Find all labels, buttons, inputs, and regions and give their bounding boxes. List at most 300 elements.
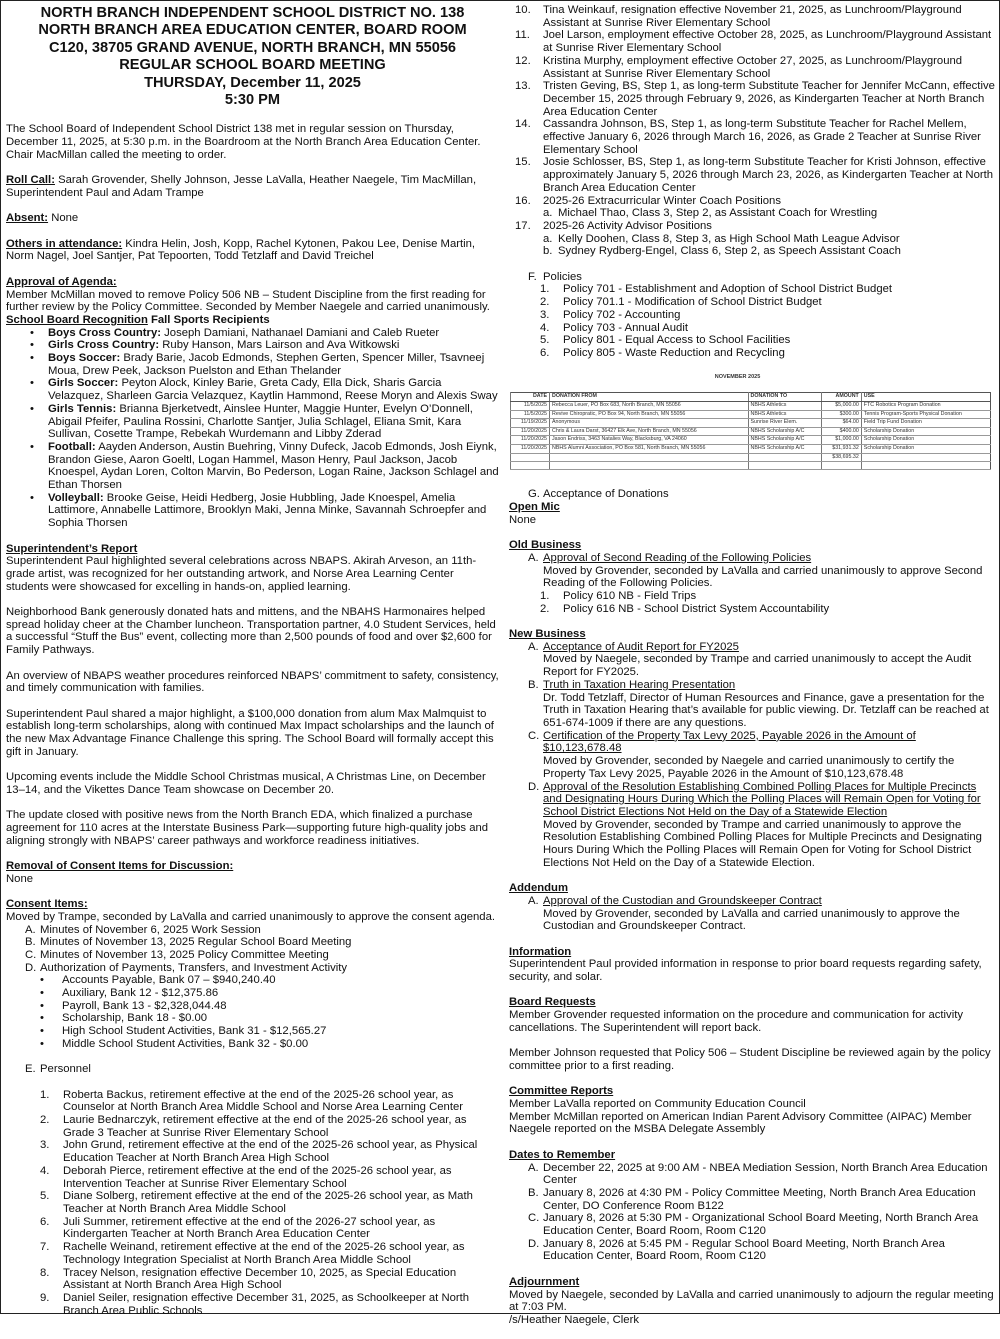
list-marker: 7. — [40, 1241, 50, 1254]
list-marker: D. — [528, 780, 540, 793]
section — [6, 606, 499, 657]
list-marker: 6. — [40, 1215, 50, 1228]
item-text: Roberta Backus, retirement effective at the end of the 2025-26 school year, as Counselor at North Branch Area Middle School and Norse Area Learning Center — [63, 1088, 464, 1114]
item-text: Diane Solberg, retirement effective at the end of the 2025-26 school year, as Math Teacher at North Branch Area Middle School — [63, 1190, 473, 1215]
list-item — [40, 1114, 499, 1139]
table-cell: Field Trip Fund Donation — [861, 419, 990, 428]
list-marker: • — [30, 326, 34, 339]
list-item — [540, 347, 996, 360]
table-cell: 11/20/2025 — [511, 444, 550, 453]
list-item — [40, 1241, 499, 1266]
list-item-content — [543, 895, 996, 933]
list-item-content — [40, 924, 499, 937]
table-cell: NBHS Scholarship A/C — [748, 444, 822, 453]
paragraph-text: Member McMillan reported on American Indian Parent Advisory Committee (AIPAC) Member Naegele reported on the MSBA Delegate Assembly — [509, 1110, 972, 1136]
list-item — [515, 156, 996, 194]
list-marker: C. — [528, 1212, 540, 1225]
table-cell: Scholarship Donation — [861, 427, 990, 436]
section-heading: Approval of Agenda: — [6, 275, 117, 288]
list-item — [515, 55, 996, 80]
list-item-content — [48, 403, 499, 441]
list-item-content — [48, 492, 499, 530]
item-text: Policy 616 NB - School District System Accountability — [563, 602, 830, 615]
list-item-content — [62, 1025, 499, 1038]
list-item — [25, 924, 499, 937]
list-item-content — [540, 270, 996, 360]
paragraph-text: /s/Heather Naegele, Clerk — [509, 1313, 639, 1326]
list-item-content — [558, 207, 996, 220]
table-cell: FTC Robotics Program Donation — [861, 401, 990, 410]
section — [509, 946, 996, 984]
list — [528, 895, 996, 933]
item-text: Policy 702 - Accounting — [563, 308, 681, 321]
list-item — [540, 590, 996, 603]
list-item-content — [40, 962, 499, 1051]
list-item-content — [63, 1089, 499, 1114]
item-text: Acceptance of Donations — [543, 488, 669, 501]
item-text: Minutes of November 13, 2025 Regular School Board Meeting — [40, 936, 352, 949]
table-cell: 11/5/2025 — [511, 401, 550, 410]
list-marker: • — [30, 352, 34, 365]
paragraph — [509, 514, 996, 527]
list-marker: 16. — [515, 194, 531, 207]
list-item-content — [63, 1114, 499, 1139]
item-body: Moved by Naegele, seconded by Trampe and carried unanimously to accept the Audit Report for FY2025. — [543, 653, 972, 679]
header-line: THURSDAY, December 11, 2025 — [144, 74, 361, 91]
header-line: C120, 38705 GRAND AVENUE, NORTH BRANCH, MN 55056 — [48, 39, 457, 56]
item-text: Deborah Pierce, retirement effective at the end of the 2025-26 school year, as Intervention Teacher at Sunrise River Elementary School — [63, 1164, 452, 1190]
list-item — [40, 1216, 499, 1241]
list-item — [25, 936, 499, 949]
table-cell: Sunrise River Elem. — [748, 419, 822, 428]
list-item — [528, 730, 996, 781]
table-cell: $31,931.32 — [822, 444, 862, 453]
item-text: Peyton Alock, Kinley Barie, Greta Cady, Ella Dick, Sharis Garcia Velazquez, Sharleen Garcia Velazquez, Kaytlin Hammond, Reese Moryn and Alexis Sway — [48, 377, 498, 403]
list-item — [30, 441, 499, 492]
section — [6, 123, 499, 161]
list-item — [30, 327, 499, 340]
section-heading: Committee Reports — [509, 1085, 614, 1098]
section — [6, 238, 499, 263]
list-marker: 10. — [515, 4, 531, 16]
section — [509, 1085, 996, 1136]
section-heading: Addendum — [509, 882, 568, 895]
item-text: Kristina Murphy, employment effective October 27, 2025, as Lunchroom/Playground Assistant at Sunrise River Elementary School — [543, 54, 963, 80]
list-marker: D. — [528, 1237, 540, 1250]
item-text: Personnel — [40, 1063, 91, 1076]
list-item-content — [558, 233, 996, 246]
list-item — [515, 80, 996, 118]
section — [509, 882, 996, 933]
paragraph-text: Superintendent Paul provided information in response to prior board requests regarding safety, security, and solar. — [509, 958, 982, 984]
list-item-content — [63, 1216, 499, 1241]
item-title: Approval of the Custodian and Groundskeeper Contract — [543, 894, 822, 907]
table-cell — [511, 453, 550, 462]
paragraph — [6, 606, 499, 657]
list-item-content — [543, 29, 996, 54]
item-text: January 8, 2026 at 5:45 PM - Regular School Board Meeting, North Branch Area Education Center, Board Room, Room C120 — [543, 1237, 945, 1263]
paragraph-label: Others in attendance: — [6, 237, 123, 250]
item-body: Moved by Grovender, seconded by LaValla and carried unanimously to approve the Custodian and Groundskeeper Contract. — [543, 907, 960, 933]
section — [6, 860, 499, 885]
table-cell: NBHS Athletics — [748, 410, 822, 419]
list-item — [528, 271, 996, 360]
item-text: January 8, 2026 at 4:30 PM - Policy Committee Meeting, North Branch Area Education Center, DO Conference Room B122 — [543, 1186, 976, 1212]
list-item — [40, 1089, 499, 1114]
list-item — [528, 895, 996, 933]
item-text: Ruby Hanson, Mars Lairson and Ava Witkowski — [159, 339, 400, 352]
list-marker: • — [40, 1012, 44, 1025]
list-item-content — [40, 936, 499, 949]
list-item-content — [543, 781, 996, 870]
section-heading: Adjournment — [509, 1275, 580, 1288]
right-column — [509, 4, 996, 1339]
table-cell: $64.00 — [822, 419, 862, 428]
item-text: Minutes of November 6, 2025 Work Session — [40, 923, 261, 936]
list-item — [515, 4, 996, 29]
list-item-content — [543, 730, 996, 781]
item-text: Cassandra Johnson, BS, Step 1, as long-term Substitute Teacher for Rachel Mellem, effective January 6, 2026 through March 16, 2026, as Grade 2 Teacher at Sunrise River Elementary School — [543, 118, 981, 156]
column-header: DONATION FROM — [550, 393, 749, 402]
list-marker: A. — [528, 551, 539, 564]
list-item-content — [48, 377, 499, 402]
table-cell — [511, 462, 550, 470]
section-heading: Consent Items: — [6, 898, 88, 911]
list — [25, 924, 499, 1318]
list-marker: 6. — [540, 346, 550, 359]
table-row — [511, 436, 991, 445]
list-item-content — [543, 118, 996, 156]
item-text: December 22, 2025 at 9:00 AM - NBEA Mediation Session, North Branch Area Education Center — [543, 1161, 988, 1187]
item-text: High School Student Activities, Bank 31 - $12,565.27 — [62, 1025, 327, 1038]
list-marker: 11. — [515, 29, 530, 42]
table-cell — [748, 453, 822, 462]
list-marker: 1. — [540, 589, 550, 602]
list-item — [30, 352, 499, 377]
item-text: Daniel Seiler, resignation effective December 31, 2025, as Schoolkeeper at North Branch Area Public Schools — [63, 1291, 470, 1317]
table-cell: Rebecca Leuer, PO Box 683, North Branch, MN 55056 — [550, 401, 749, 410]
section — [6, 708, 499, 759]
table-cell: 11/20/2025 — [511, 427, 550, 436]
list-item-content — [563, 603, 996, 616]
item-title: Certification of the Property Tax Levy 2025, Payable 2026 in the Amount of $10,123,678.48 — [543, 729, 916, 755]
table-cell — [550, 453, 749, 462]
list-item — [540, 309, 996, 322]
table-row — [511, 444, 991, 453]
list-item — [543, 207, 996, 220]
list-item — [540, 603, 996, 616]
paragraph — [6, 289, 499, 314]
item-label: Boys Cross Country: — [48, 326, 161, 339]
section — [509, 1149, 996, 1263]
list — [40, 1089, 499, 1318]
total-amount: $38,695.32 — [822, 453, 862, 462]
table-cell: Anonymous — [550, 419, 749, 428]
section-heading: Superintendent’s Report — [6, 542, 138, 555]
section-heading: Open Mic — [509, 501, 560, 514]
list-item-content — [563, 283, 996, 296]
item-text: Sydney Rydberg-Engel, Class 6, Step 2, as Speech Assistant Coach — [558, 245, 901, 258]
list-marker: B. — [528, 678, 539, 691]
section — [6, 174, 499, 199]
section — [509, 271, 996, 360]
list-item-content — [63, 1190, 499, 1215]
list-marker: C. — [528, 729, 540, 742]
list-item — [40, 1267, 499, 1292]
list-marker: 2. — [40, 1114, 50, 1127]
paragraph — [6, 873, 499, 886]
item-body: Moved by Grovender, seconded by LaValla and carried unanimously to approve Second Reading of the Following Policies. — [543, 564, 983, 590]
item-text: Payroll, Bank 13 - $2,328,044.48 — [62, 999, 227, 1012]
paragraph-text: None — [509, 513, 537, 526]
list-item — [543, 245, 996, 258]
item-label: Girls Soccer: — [48, 377, 119, 390]
item-text: 2025-26 Activity Advisor Positions — [543, 219, 712, 232]
list — [528, 1162, 996, 1264]
section — [6, 809, 499, 847]
list-item-content — [563, 322, 996, 335]
list-item — [528, 1212, 996, 1237]
paragraph-sublabel: Fall Sports Recipients — [147, 313, 270, 326]
paragraph — [6, 212, 499, 225]
item-text: Joel Larson, employment effective October 28, 2025, as Lunchroom/Playground Assistant at Sunrise River Elementary School — [543, 29, 992, 55]
list-marker: 13. — [515, 80, 531, 93]
list-marker: 1. — [40, 1088, 50, 1101]
list-item — [40, 1139, 499, 1164]
list-item-content — [543, 1162, 996, 1187]
item-title: Acceptance of Audit Report for FY2025 — [543, 640, 739, 653]
table-cell: 11/19/2025 — [511, 419, 550, 428]
list-marker: • — [40, 974, 44, 987]
list-marker: 9. — [40, 1291, 50, 1304]
list-marker: 4. — [540, 321, 550, 334]
list-item-content — [540, 551, 996, 616]
table-cell: 11/20/2025 — [511, 436, 550, 445]
list-item-content — [543, 55, 996, 80]
list-item — [30, 339, 499, 352]
item-text: 2025-26 Extracurricular Winter Coach Positions — [543, 194, 781, 207]
table-empty-row — [511, 462, 991, 470]
section — [6, 212, 499, 225]
list-marker: A. — [528, 1161, 539, 1174]
list-item — [40, 1000, 499, 1013]
paragraph-text: The School Board of Independent School District 138 met in regular session on Thursday, December 11, 2025, at 5:30 p.m. in the Boardroom at the North Branch Area Education Center. Chair MacMillan called the meeting to order. — [6, 123, 481, 161]
section — [509, 488, 996, 526]
table-cell — [748, 462, 822, 470]
list-marker: B. — [528, 1186, 539, 1199]
meeting-header — [6, 5, 499, 109]
list-marker: 5. — [540, 334, 550, 347]
item-text: Kelly Doohen, Class 8, Step 3, as High School Math League Advisor — [558, 232, 900, 245]
table-row — [511, 410, 991, 419]
list — [528, 552, 996, 616]
list-item-content — [63, 1241, 499, 1266]
paragraph — [509, 1314, 996, 1327]
table-row — [511, 401, 991, 410]
list — [515, 4, 996, 258]
section-heading: Dates to Remember — [509, 1148, 616, 1161]
item-text: Policy 801 - Equal Access to School Facilities — [563, 334, 791, 347]
item-text: Policy 805 - Waste Reduction and Recycling — [563, 346, 785, 359]
table-row — [511, 419, 991, 428]
list-marker: 3. — [540, 308, 550, 321]
paragraph — [509, 1098, 996, 1111]
list-marker: 14. — [515, 118, 531, 131]
list — [528, 641, 996, 870]
donations-table-block — [509, 368, 996, 480]
list-item — [30, 377, 499, 402]
list-item — [30, 492, 499, 530]
list-item-content — [543, 156, 996, 194]
paragraph-label: School Board Recognition — [6, 313, 148, 326]
item-label: Girls Cross Country: — [48, 339, 160, 352]
item-text: Aayden Anderson, Austin Buehring, Vinny Dufeck, Jacob Edmonds, Josh Eiynk, Brandon Giese, Aaron Goeltl, Logan Hammel, Mason Henry, Paul Jackson, Jacob Knoespel, Aydan Loren, Colton Marvin, Bo Pederson, Logan Raine, Jackson Schlagel and Ethan Thorsen — [48, 440, 499, 492]
list-item-content — [543, 220, 996, 258]
list-item — [528, 1238, 996, 1263]
section — [509, 1276, 996, 1327]
item-text: Tina Weinkauf, resignation effective November 21, 2025, as Lunchroom/Playground Assistant at Sunrise River Elementary School — [543, 4, 962, 29]
paragraph-text: None — [48, 212, 79, 225]
donations-title: NOVEMBER 2025 — [714, 374, 761, 381]
list-item-content — [48, 441, 499, 492]
list-item — [25, 962, 499, 1051]
paragraph-text: The update closed with positive news from the North Branch EDA, which finalized a purchase agreement for 110 acres at the Interstate Business Park—supporting future high-quality jobs and aligning strongly with NBAPS’ career pathways and workforce readiness initiatives. — [6, 809, 489, 847]
item-text: Brady Barie, Jacob Edmonds, Stephen Gerten, Spencer Miller, Tsavneej Moua, Drew Peek, Jackson Puelston and Ethan Thelander — [48, 352, 485, 377]
paragraph-text: Kindra Helin, Josh, Kopp, Rachel Kytonen, Pakou Lee, Denise Martin, Norm Nagel, Joel Santjer, Pat Tepoorten, Todd Tetzlaff and David Treichel — [6, 237, 476, 263]
list-item-content — [563, 347, 996, 360]
list-marker: G. — [528, 488, 540, 501]
section — [6, 543, 499, 594]
table-cell: NBHS Athletics — [748, 401, 822, 410]
section-heading: Old Business — [509, 539, 582, 552]
table-cell: Scholarship Donation — [861, 436, 990, 445]
list-item — [528, 1162, 996, 1187]
section — [6, 670, 499, 695]
paragraph-text: Sarah Grovender, Shelly Johnson, Jesse LaValla, Heather Naegele, Tim MacMillan, Superintendent Paul and Adam Trampe — [6, 174, 477, 199]
paragraph — [6, 809, 499, 847]
list-item-content — [48, 339, 499, 352]
paragraph — [6, 708, 499, 759]
item-body: Moved by Grovender, seconded by Naegele and carried unanimously to certify the Property Tax Levy 2025, Payable 2026 in the Amount of $10,123,678.48 — [543, 755, 955, 780]
item-body: Dr. Todd Tetzlaff, Director of Human Resources and Finance, gave a presentation for the Truth in Taxation Hearing that’s available for public viewing. Dr. Tetzlaff can be reached at 651-674-1009 if there are any questions. — [543, 691, 989, 729]
section — [6, 276, 499, 530]
list-marker: 15. — [515, 156, 531, 169]
list-item — [528, 641, 996, 679]
item-text: John Grund, retirement effective at the end of the 2025-26 school year, as Physical Education Teacher at North Branch Area High School — [63, 1139, 478, 1165]
table-header-row — [511, 393, 991, 402]
item-text: Policy 701.1 - Modification of School District Budget — [563, 296, 822, 309]
section — [509, 539, 996, 615]
list-item-content — [563, 309, 996, 322]
list-item — [25, 1063, 499, 1317]
paragraph — [6, 911, 499, 924]
table-cell: Chris & Laura Darst, 36427 Elk Ave, North Branch, MN 55056 — [550, 427, 749, 436]
list-marker: • — [30, 491, 34, 504]
list-item — [528, 1187, 996, 1212]
list-item-content — [63, 1165, 499, 1190]
list-item — [515, 118, 996, 156]
list-item-content — [62, 1038, 499, 1051]
list-marker: 3. — [40, 1139, 50, 1152]
paragraph — [6, 314, 499, 327]
paragraph-text: Member Grovender requested information on the procedure and communication for activity cancellations. The Superintendent will report back. — [509, 1009, 963, 1034]
item-text: Auxiliary, Bank 12 - $12,375.86 — [62, 987, 219, 1000]
table-cell: NBHS Scholarship A/C — [748, 436, 822, 445]
list-marker: 2. — [540, 602, 550, 615]
paragraph — [6, 174, 499, 199]
list-item — [528, 781, 996, 870]
item-text: Policy 703 - Annual Audit — [563, 321, 688, 334]
item-text: Brianna Bjerketvedt, Ainslee Hunter, Maggie Hunter, Evelyn O’Donnell, Abigail Pfeifer, Paulina Rossini, Charlotte Santjer, Julia Schlagel, Eliana Smit, Kara Sullivan, Cosette Trampe, Rebekah Wurdemann and Libby Zderad — [48, 402, 473, 441]
item-text: Scholarship, Bank 18 - $0.00 — [62, 1012, 208, 1025]
item-text: Michael Thao, Class 3, Step 2, as Assistant Coach for Wrestling — [558, 207, 878, 220]
list-item-content — [543, 195, 996, 220]
item-label: Football: — [48, 440, 96, 453]
item-text: Policy 701 - Establishment and Adoption of School District Budget — [563, 283, 893, 296]
item-text: Laurie Bednarczyk, retirement effective at the end of the 2025-26 school year, as Grade 3 Teacher at Sunrise River Elementary School — [63, 1114, 467, 1139]
list-item-content — [40, 949, 499, 962]
list-item-content — [63, 1267, 499, 1292]
list — [30, 327, 499, 530]
list-marker: a. — [543, 207, 553, 220]
section-heading: Removal of Consent Items for Discussion: — [6, 860, 234, 873]
item-text: Tristen Geving, BS, Step 1, as long-term Substitute Teacher for Jennifer McCann, effective December 15, 2025 through February 9, 2026, as Kindergarten Teacher at North Branch Area Education Center — [543, 80, 995, 118]
item-text: Juli Summer, retirement effective at the end of the 2026-27 school year, as Kindergarten Teacher at North Branch Area Education Center — [63, 1215, 436, 1241]
table-cell: 11/5/2025 — [511, 410, 550, 419]
table-cell: $400.00 — [822, 427, 862, 436]
list-marker: F. — [528, 270, 537, 283]
table-cell — [861, 462, 990, 470]
list-item — [30, 403, 499, 441]
table-row — [511, 427, 991, 436]
paragraph — [509, 1111, 996, 1136]
list-marker: B. — [25, 936, 36, 949]
list-item — [540, 283, 996, 296]
section — [6, 771, 499, 796]
paragraph-text: Superintendent Paul highlighted several celebrations across NBAPS. Akirah Arveson, an 11th-grade artist, was recognized for her outstanding artwork, and Norse Area Learning Center students were showcased for excelling in hands-on, applied learning. — [6, 555, 477, 593]
list-marker: 5. — [40, 1190, 50, 1203]
paragraph-label: Roll Call: — [6, 174, 55, 187]
list-item-content — [563, 590, 996, 603]
paragraph-text: Moved by Naegele, seconded by LaValla and carried unanimously to adjourn the regular meeting at 7:03 PM. — [509, 1288, 994, 1314]
section — [509, 996, 996, 1034]
list-marker: 4. — [40, 1164, 50, 1177]
header-line: REGULAR SCHOOL BOARD MEETING — [119, 57, 386, 74]
list-item — [540, 296, 996, 309]
item-title: Approval of the Resolution Establishing Combined Polling Places for Multiple Precincts and Designating Hours During Which the Polling Places will Remain Open for Voting for School District Elections Not Held on the Day of a Statewide Election — [543, 780, 981, 818]
item-text: Policies — [543, 270, 582, 283]
paragraph — [6, 670, 499, 695]
list-marker: 12. — [515, 54, 531, 67]
item-label: Girls Tennis: — [48, 402, 117, 415]
list-marker: 8. — [40, 1266, 50, 1279]
item-text: Middle School Student Activities, Bank 32 - $0.00 — [62, 1037, 309, 1050]
table-cell: NBHS Alumni Association, PO Box 581, North Branch, MN 55056 — [550, 444, 749, 453]
list — [40, 974, 499, 1050]
list-item-content — [543, 679, 996, 730]
item-text: January 8, 2026 at 5:30 PM - Organizational School Board Meeting, North Branch Area Education Center, Board Room, Room C120 — [543, 1212, 979, 1238]
list-marker: b. — [543, 245, 553, 258]
item-text: Accounts Payable, Bank 07 – $940,240.40 — [62, 974, 276, 987]
list — [540, 590, 996, 615]
table-cell: $300.00 — [822, 410, 862, 419]
list-item — [540, 322, 996, 335]
list-item-content — [62, 974, 499, 987]
list-marker: • — [30, 339, 34, 352]
section-heading: Board Requests — [509, 996, 596, 1009]
table-cell — [550, 462, 749, 470]
column-header: DATE — [511, 393, 550, 402]
